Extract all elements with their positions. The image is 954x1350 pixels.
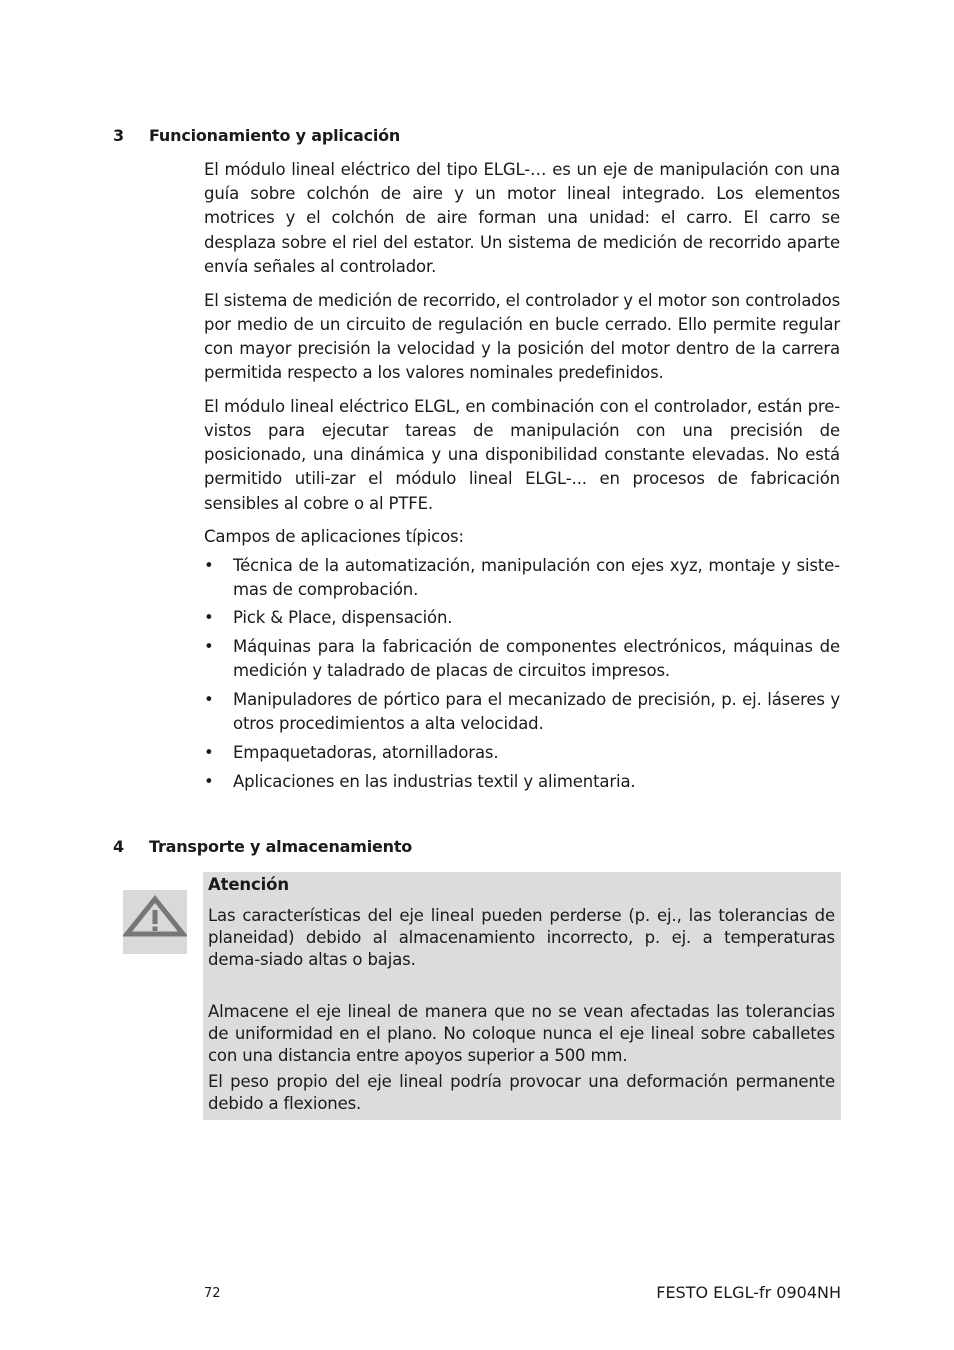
document-id: FESTO ELGL-fr 0904NH	[656, 1283, 841, 1302]
paragraph: El módulo lineal eléctrico del tipo ELGL-… es un eje de manipulación con una guía sobre colchón de aire y un motor lineal integrado. Los elementos motrices y el colchón de aire forman una unidad: el carro. El carro se desplaza sobre el riel del estator. Un sistema de medición de recorrido aparte envía señales al controlador.	[204, 160, 840, 276]
list-item: • Aplicaciones en las industrias textil y alimentaria.	[204, 770, 840, 794]
note-title: Atención	[208, 875, 289, 894]
note-paragraph: Almacene el eje lineal de manera que no se vean afectadas las tolerancias de uniformidad en el plano. No coloque nunca el eje lineal sobre caballetes con una distancia entre apoyos superior a 500 mm.	[208, 1002, 835, 1065]
list-item: • Técnica de la automatización, manipulación con ejes xyz, montaje y siste-mas de comprobación.	[204, 554, 840, 602]
list-item: • Empaquetadoras, atornilladoras.	[204, 741, 840, 765]
paragraph: El módulo lineal eléctrico ELGL, en combinación con el controlador, están pre-vistos para ejecutar tareas de manipulación con una precisión de posicionado, una dinámica y una disponibilidad constante elevadas. No está permitido utili-zar el módulo lineal ELGL-... en procesos de fabricación sensibles al cobre o al PTFE.	[204, 396, 840, 513]
applications-list	[204, 554, 840, 794]
note-paragraph: El peso propio del eje lineal podría provocar una deformación permanente debido a flexiones.	[208, 1072, 835, 1113]
caution-note	[203, 872, 841, 1120]
page-number: 72	[204, 1286, 221, 1301]
section-3-body	[204, 158, 840, 798]
section-title: Funcionamiento y aplicación	[149, 126, 401, 145]
note-paragraph: Las características del eje lineal pueden perderse (p. ej., las tolerancias de planeidad) debido al almacenamiento incorrecto, p. ej. a temperaturas dema-siado altas o bajas.	[208, 906, 835, 969]
section-number: 3	[113, 126, 124, 145]
section-number: 4	[113, 837, 124, 856]
list-intro: Campos de aplicaciones típicos:	[204, 527, 464, 547]
paragraph: El sistema de medición de recorrido, el controlador y el motor son controlados por medio de un circuito de regulación en bucle cerrado. Ello permite regular con mayor precisión la velocidad y la posición del motor dentro de la carrera permitida respecto a los valores nominales predefinidos.	[204, 290, 841, 383]
list-item: • Pick & Place, dispensación.	[204, 606, 840, 630]
list-item: • Máquinas para la fabricación de componentes electrónicos, máquinas de medición y taladrado de placas de circuitos impresos.	[204, 635, 840, 683]
section-title: Transporte y almacenamiento	[149, 837, 413, 856]
list-item: • Manipuladores de pórtico para el mecanizado de precisión, p. ej. láseres y otros procedimientos a alta velocidad.	[204, 688, 840, 736]
warning-triangle-icon	[123, 890, 187, 954]
